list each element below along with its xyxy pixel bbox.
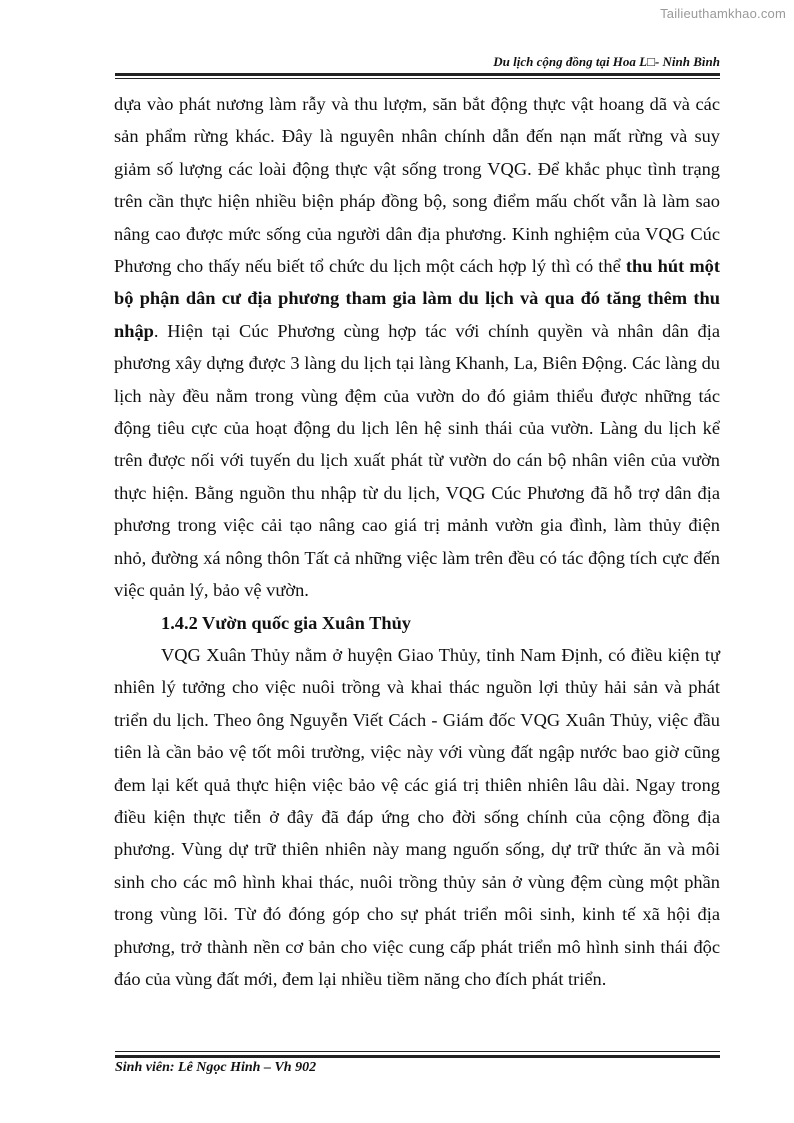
footer-rule-thick [115, 1055, 720, 1058]
header-rule-thin [115, 78, 720, 79]
running-header: Du lịch cộng đồng tại Hoa L□- Ninh Bình [493, 54, 720, 69]
footer-rule-thin [115, 1051, 720, 1052]
running-footer: Sinh viên: Lê Ngọc Hinh – Vh 902 [115, 1060, 317, 1075]
paragraph-text: dựa vào phát nương làm rẫy và thu lượm, săn bắt động thực vật hoang dã và các sản phẩm rừng khác. Đây là nguyên nhân chính dẫn đến nạn mất rừng và suy giảm số lượng các loài động thực vật sống trong VQG. Để khắc phục tình trạng trên cần thực hiện nhiều biện pháp đồng bộ, song điểm mấu chốt vẫn là làm sao nâng cao được mức sống của người dân địa phương. Kinh nghiệm của VQG Cúc Phương cho thấy nếu biết tổ chức du lịch một cách hợp lý thì có thể [114, 94, 720, 277]
paragraph-cuc-phuong [114, 88, 720, 607]
bold-emphasis: thu hút một bộ phận dân cư địa phương tham gia làm du lịch và qua đó tăng thêm thu nhập [114, 256, 720, 341]
watermark-text: Tailieuthamkhao.com [660, 6, 786, 21]
section-heading: 1.4.2 Vườn quốc gia Xuân Thủy [161, 612, 411, 633]
page-body [114, 88, 720, 995]
paragraph-text: . Hiện tại Cúc Phương cùng hợp tác với chính quyền và nhân dân địa phương xây dựng được 3 làng du lịch tại làng Khanh, La, Biên Động. Các làng du lịch này đều nằm trong vùng đệm của vườn do đó giảm thiểu được những tác động tiêu cực của hoạt động du lịch lên hệ sinh thái của vườn. Làng du lịch kể trên được nối với tuyến du lịch xuất phát từ vườn do cán bộ nhân viên của vườn thực hiện. Bằng nguồn thu nhập từ du lịch, VQG Cúc Phương đã hỗ trợ dân địa phương trong việc cải tạo nâng cao giá trị mảnh vườn gia đình, làm thủy điện nhỏ, đường xá nông thôn Tất cả những việc làm trên đều có tác động tích cực đến việc quản lý, bảo vệ vườn. [114, 320, 720, 601]
header-rule-thick [115, 73, 720, 76]
paragraph-xuan-thuy: VQG Xuân Thủy nằm ở huyện Giao Thủy, tỉnh Nam Định, có điều kiện tự nhiên lý tưởng cho việc nuôi trồng và khai thác nguồn lợi thủy hải sản và phát triển du lịch. Theo ông Nguyễn Viết Cách - Giám đốc VQG Xuân Thủy, việc đầu tiên là cần bảo vệ tốt môi trường, việc này với vùng đất ngập nước bao giờ cũng đem lại kết quả thực hiện việc bảo vệ các giá trị thiên nhiên lâu dài. Ngay trong điều kiện thực tiễn ở đây đã đáp ứng cho đời sống chính của cộng đồng địa phương. Vùng dự trữ thiên nhiên này mang nguốn sống, dự trữ thức ăn và môi sinh cho các mô hình khai thác, nuôi trồng thủy sản ở vùng đệm cùng một phần trong vùng lõi. Từ đó đóng góp cho sự phát triển môi sinh, kinh tế xã hội địa phương, trở thành nền cơ bản cho việc cung cấp phát triển mô hình sinh thái độc đáo của vùng đất mới, đem lại nhiều tiềm năng cho đích phát triển. [114, 644, 720, 989]
